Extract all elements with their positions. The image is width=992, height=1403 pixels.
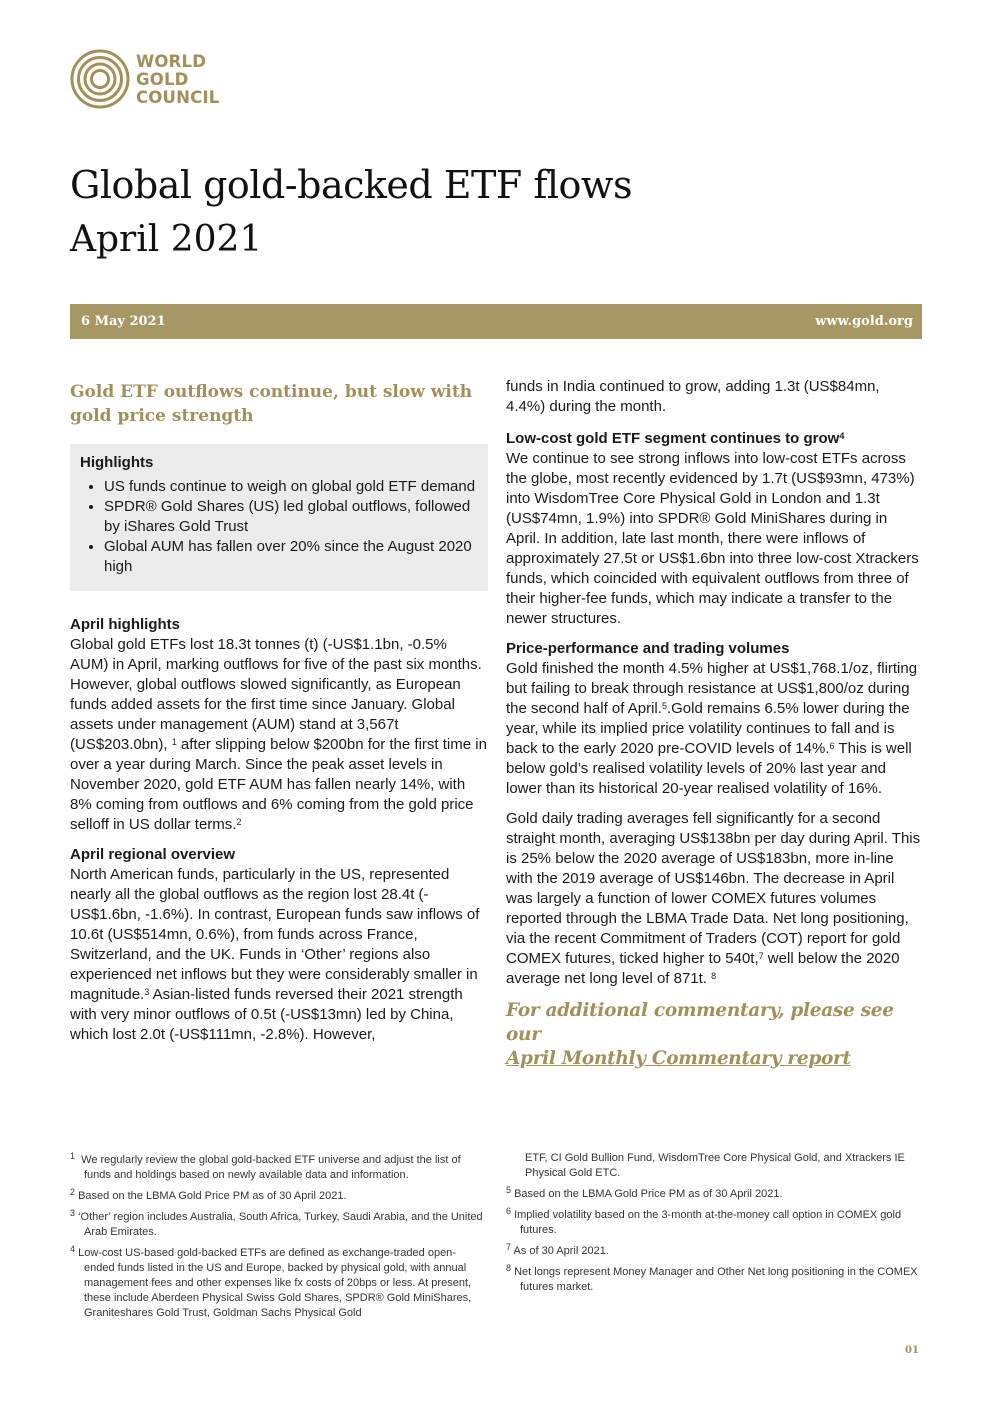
footnotes-left <box>70 1153 484 1327</box>
text-run: after slipping below $200bn for the first time in over a year during March. Since the peak asset levels in November 2020, gold ETF AUM has fallen nearly 14%, with 8% coming from outflows and 6% coming from the gold price selloff in US dollar terms. <box>70 736 487 833</box>
footnote-text: ‘Other’ region includes Australia, South Africa, Turkey, Saudi Arabia, and the United Arab Emirates. <box>78 1211 483 1238</box>
highlights-title: Highlights <box>80 454 154 471</box>
footnote-ref: 6 <box>829 741 835 751</box>
footnote-text: Net longs represent Money Manager and Other Net long positioning in the COMEX futures market. <box>514 1266 918 1293</box>
logo-rings-icon <box>70 49 130 109</box>
logo-text-council: COUNCIL <box>136 88 220 107</box>
footnote-text: Implied volatility based on the 3-month at-the-money call option in COMEX gold futures. <box>514 1209 902 1236</box>
world-gold-council-logo <box>70 47 260 117</box>
heading-text: Low-cost gold ETF segment continues to grow <box>506 430 840 447</box>
footnote-ref: 7 <box>758 951 764 961</box>
footnote-ref: 5 <box>661 701 667 711</box>
paragraph-trading-volumes <box>506 809 922 989</box>
footnote-ref: 2 <box>236 817 242 827</box>
text-run: This is well below gold’s realised volatility levels of 20% last year and lower than its historical 20-year realised volatility of 16%. <box>506 740 912 797</box>
callout-text: For additional commentary, please see our <box>506 1000 894 1045</box>
text-run: .Gold remains 6.5% lower during the year, while its implied price volatility continues to fall and is back to the early 2020 pre-COVID levels of 14%. <box>506 700 910 757</box>
footnote-text: Low-cost US-based gold-backed ETFs are defined as exchange-traded open-ended funds listed in the US and Europe, backed by physical gold, with annual management fees and other expenses like fx costs of 20bps or less. At present, these include Aberdeen Physical Swiss Gold Shares, SPDR® Gold MiniShares, Graniteshares Gold Trust, Goldman Sachs Physical Gold <box>78 1247 472 1319</box>
page-title: Global gold-backed ETF flows <box>70 163 632 207</box>
logo-text-world: WORLD <box>136 52 207 71</box>
highlights-list <box>80 477 476 577</box>
footnote-8 <box>506 1265 920 1295</box>
footnote-text: We regularly review the global gold-backed ETF universe and adjust the list of funds and holdings based on newly available data and information. <box>81 1154 461 1181</box>
footnote-number: 5 <box>506 1185 512 1195</box>
text-run: Asian-listed funds reversed their 2021 strength with very minor outflows of 0.5t (-US$13mn) led by China, which lost 2.0t (-US$111mn, -2.8%). However, <box>70 986 463 1043</box>
footnote-1 <box>70 1153 484 1183</box>
lead-heading: Gold ETF outflows continue, but slow with gold price strength <box>70 382 473 426</box>
paragraph-continuation: funds in India continued to grow, adding 1.3t (US$84mn, 4.4%) during the month. <box>506 378 880 415</box>
text-run: North American funds, particularly in the US, represented nearly all the global outflows as the region lost 28.4t (-US$1.6bn, -1.6%). In contrast, European funds saw inflows of 10.6t (US$514mn, 0.6%), from funds across France, Switzerland, and the UK. Funds in ‘Other’ regions also experienced net inflows but they were considerably smaller in magnitude. <box>70 866 480 1003</box>
publication-date: 6 May 2021 <box>81 314 166 329</box>
footnote-ref: 1 <box>171 737 177 747</box>
left-column <box>70 380 488 1055</box>
logo-text-gold: GOLD <box>136 70 189 89</box>
footnote-6 <box>506 1208 920 1238</box>
text-run: well below the 2020 average net long level of 871t. <box>506 950 900 987</box>
footnote-text: Based on the LBMA Gold Price PM as of 30 April 2021. <box>78 1190 347 1202</box>
right-column <box>506 377 922 1071</box>
footnote-number: 1 <box>70 1151 76 1161</box>
section-heading-price-performance: Price-performance and trading volumes <box>506 640 790 657</box>
section-heading-april-highlights: April highlights <box>70 616 180 633</box>
footnote-number: 4 <box>70 1244 76 1254</box>
footnote-number: 7 <box>506 1242 512 1252</box>
paragraph-april-highlights <box>70 635 488 835</box>
paragraph-price-performance <box>506 659 922 799</box>
highlight-item: • US funds continue to weigh on global gold ETF demand <box>104 477 476 497</box>
paragraph-low-cost: We continue to see strong inflows into low-cost ETFs across the globe, most recently evidenced by 1.7t (US$93mn, 473%) into WisdomTree Core Physical Gold in London and 1.3t (US$74mn, 1.9%) into SPDR® Gold MiniShares during in April. In addition, late last month, there were inflows of approximately 27.5t or US$1.6bn into three low-cost Xtrackers funds, which coincided with equivalent outflows from three of their higher-fee funds, which may indicate a transfer to the newer structures. <box>506 450 919 627</box>
footnote-2 <box>70 1189 484 1204</box>
section-heading-low-cost <box>506 429 922 449</box>
website-link[interactable]: www.gold.org <box>815 314 913 329</box>
footnote-ref: 8 <box>711 971 717 981</box>
section-heading-regional-overview: April regional overview <box>70 846 236 863</box>
highlight-item: • SPDR® Gold Shares (US) led global outflows, followed by iShares Gold Trust <box>104 497 476 537</box>
footnote-number: 2 <box>70 1187 76 1197</box>
commentary-callout <box>506 999 922 1071</box>
footnote-number: 6 <box>506 1206 512 1216</box>
footnote-5 <box>506 1187 920 1202</box>
page-number: 01 <box>905 1345 919 1356</box>
footnote-7 <box>506 1244 920 1259</box>
footnote-ref: 4 <box>839 431 845 441</box>
footnote-4 <box>70 1246 484 1321</box>
footnote-text: As of 30 April 2021. <box>513 1245 609 1257</box>
highlights-box <box>70 444 488 591</box>
footnote-3 <box>70 1210 484 1240</box>
footnote-number: 3 <box>70 1208 76 1218</box>
footnotes-right <box>506 1151 920 1301</box>
date-banner <box>70 304 922 339</box>
text-run: Gold daily trading averages fell significantly for a second straight month, averaging US$138bn per day during April. This is 25% below the 2020 average of US$183bn, more in-line with the 2019 average of US$146bn. The decrease in April was largely a function of lower COMEX futures volumes reported through the LBMA Trade Data. Net long positioning, via the recent Commitment of Traders (COT) report for gold COMEX futures, ticked higher to 540t, <box>506 810 921 967</box>
footnote-ref: 3 <box>144 987 150 997</box>
commentary-report-link[interactable]: April Monthly Commentary report <box>506 1048 851 1069</box>
page-subtitle: April 2021 <box>70 219 263 260</box>
highlight-item: • Global AUM has fallen over 20% since the August 2020 high <box>104 537 476 577</box>
text-run: Gold finished the month 4.5% higher at US$1,768.1/oz, flirting but failing to break through resistance at US$1,800/oz during the second half of April. <box>506 660 918 717</box>
text-run: Global gold ETFs lost 18.3t tonnes (t) (-US$1.1bn, -0.5% AUM) in April, marking outflows for five of the past six months. However, global outflows slowed significantly, as European funds added assets for the first time since January. Global assets under management (AUM) stand at 3,567t (US$203.0bn), <box>70 636 482 753</box>
footnote-number: 8 <box>506 1263 512 1273</box>
paragraph-regional-overview <box>70 865 488 1045</box>
footnote-4-continued: ETF, CI Gold Bullion Fund, WisdomTree Core Physical Gold, and Xtrackers IE Physical Gold ETC. <box>525 1152 905 1179</box>
footnote-text: Based on the LBMA Gold Price PM as of 30 April 2021. <box>514 1188 783 1200</box>
